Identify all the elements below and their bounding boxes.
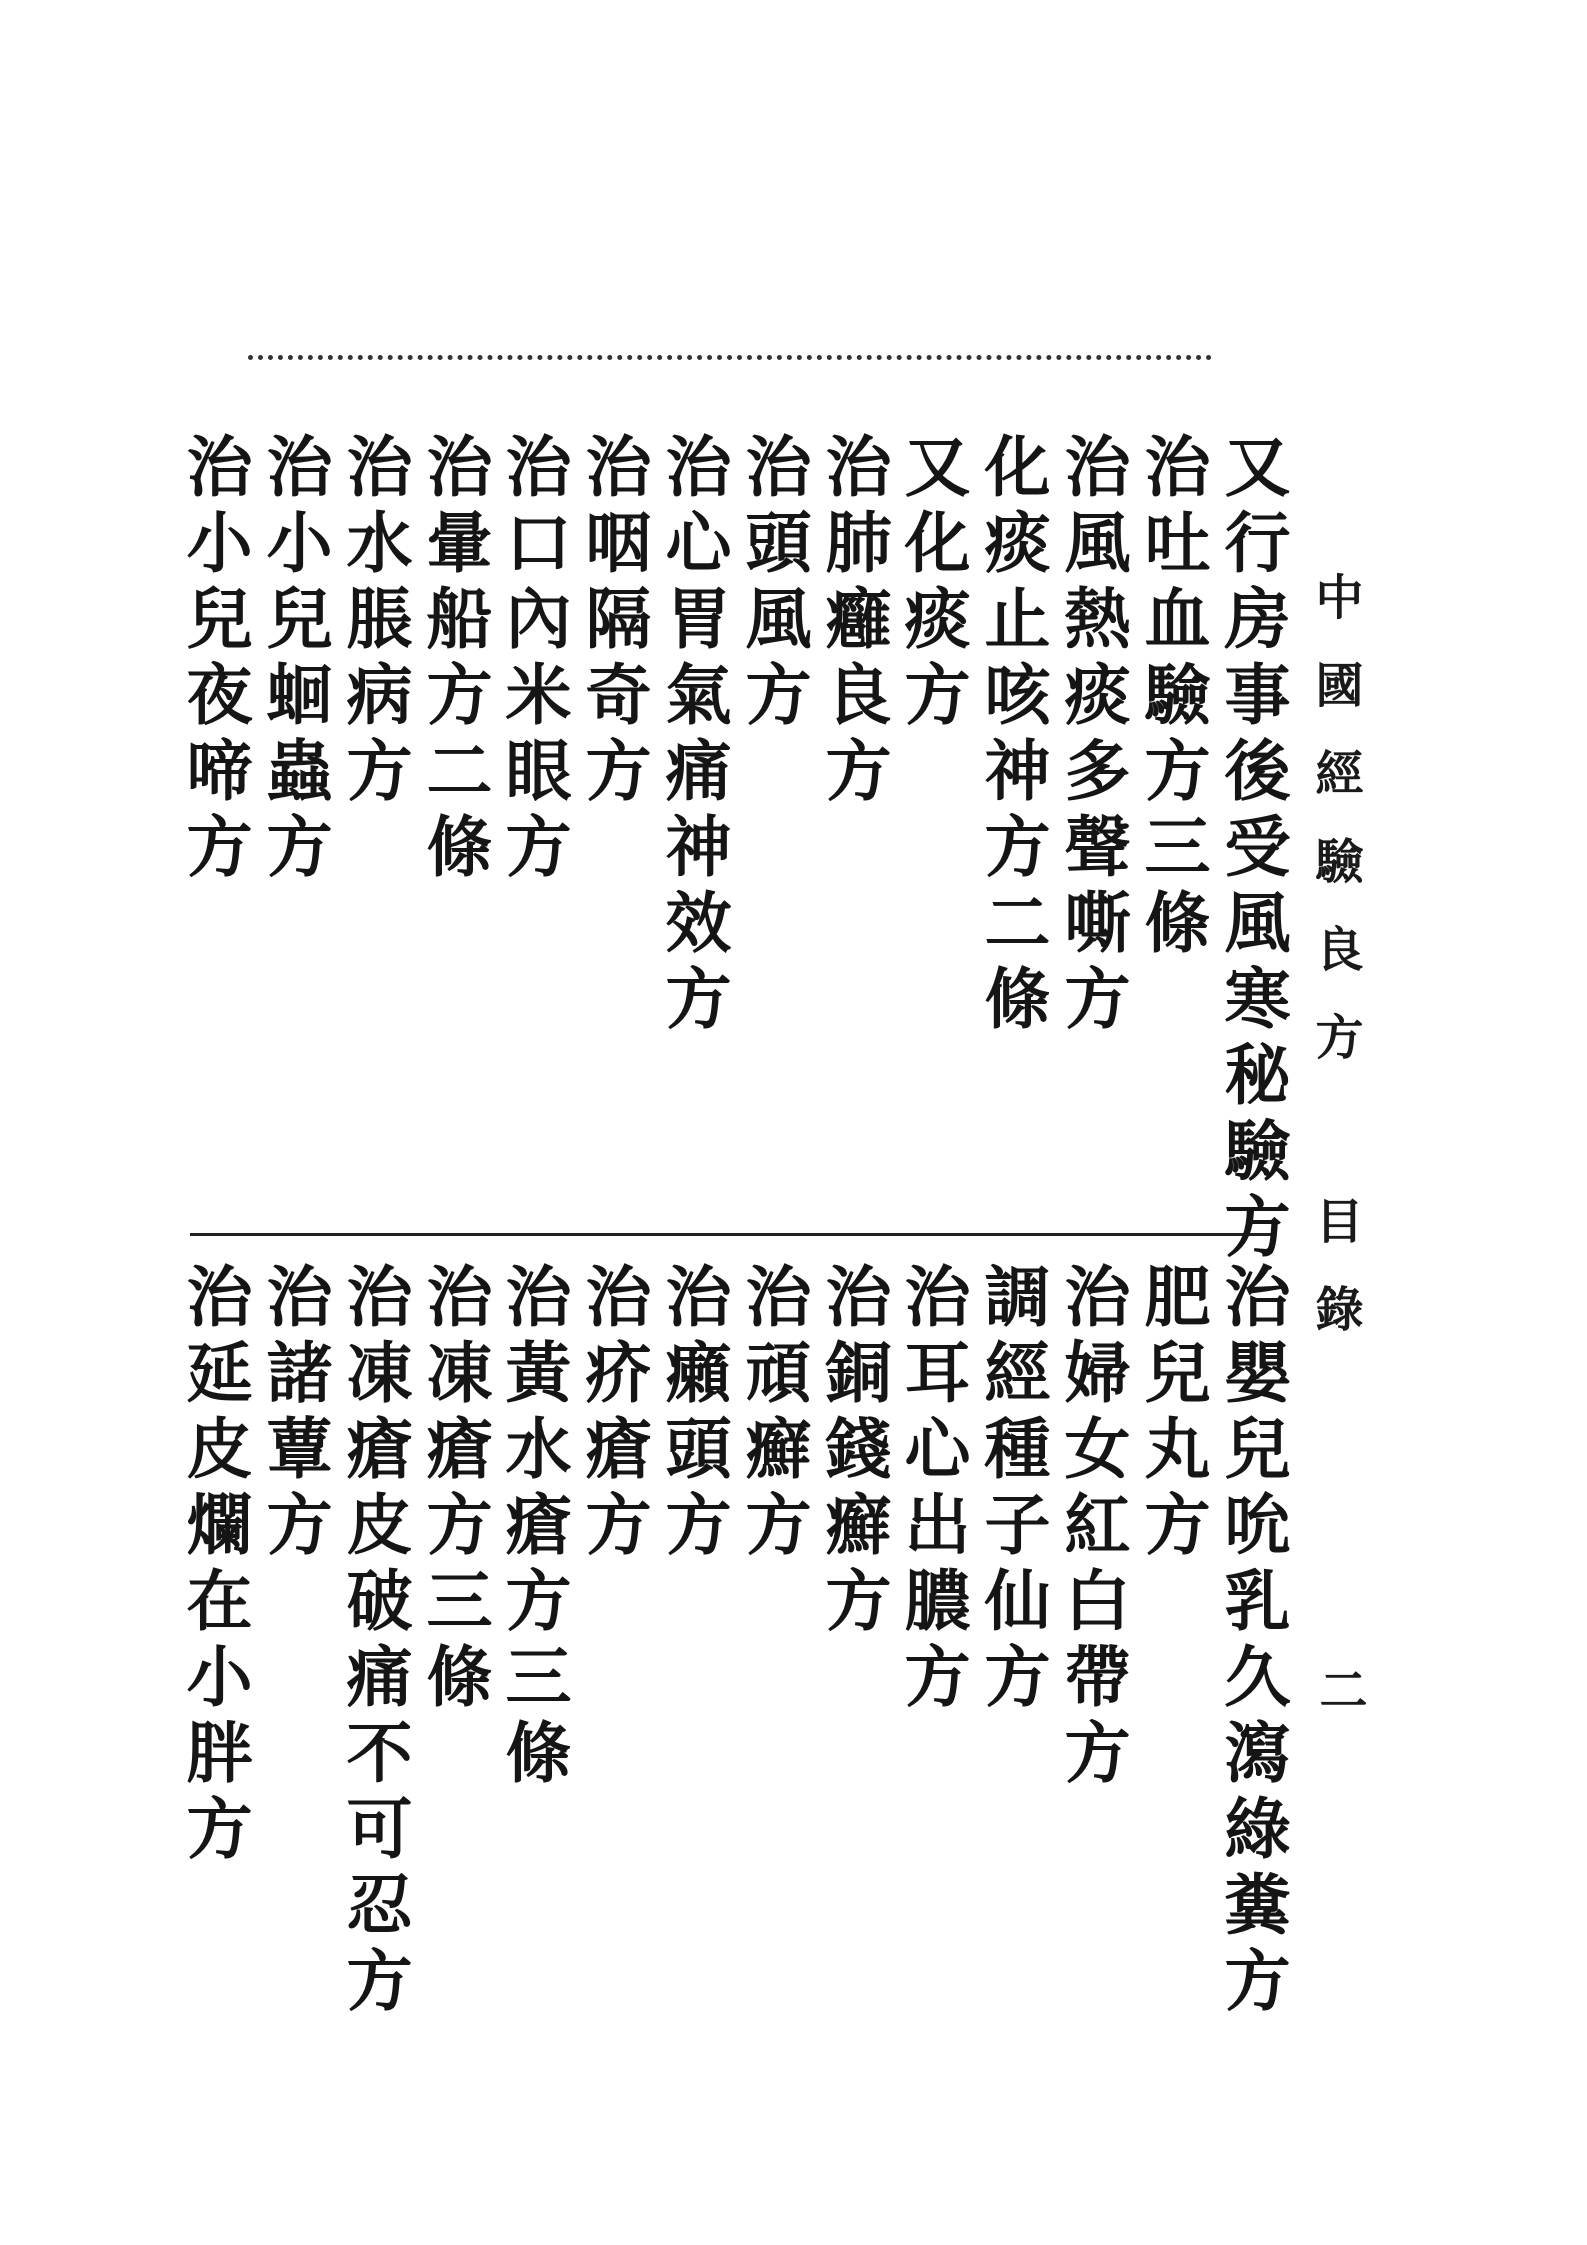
upper-entry-8: 治心胃氣痛神效方 — [654, 432, 732, 1040]
upper-entry-14: 治小兒夜啼方 — [175, 432, 253, 888]
lower-entry-12: 治凍瘡皮破痛不可忍方 — [335, 1262, 413, 2022]
lower-entry-8: 治癩頭方 — [654, 1262, 732, 1566]
lower-entry-1: 治嬰兒吮乳久瀉綠糞方 — [1213, 1262, 1291, 2022]
upper-entry-7: 治頭風方 — [734, 432, 812, 736]
lower-entry-9: 治疥瘡方 — [574, 1262, 652, 1566]
upper-entry-11: 治暈船方二條 — [415, 432, 493, 888]
upper-entry-5: 又化痰方 — [893, 432, 971, 736]
upper-entry-10: 治口內米眼方 — [494, 432, 572, 888]
upper-entry-3: 治風熱痰多聲嘶方 — [1053, 432, 1131, 1040]
lower-entry-5: 治耳心出膿方 — [893, 1262, 971, 1718]
lower-entry-13: 治諸蕈方 — [255, 1262, 333, 1566]
lower-entry-11: 治凍瘡方三條 — [415, 1262, 493, 1718]
upper-entry-1: 又行房事後受風寒秘驗方 — [1213, 432, 1291, 1268]
lower-entry-3: 治婦女紅白帶方 — [1053, 1262, 1131, 1794]
upper-entry-2: 治吐血驗方三條 — [1133, 432, 1211, 964]
upper-entry-6: 治肺癰良方 — [814, 432, 892, 812]
top-dotted-rule — [248, 355, 1212, 360]
lower-entry-4: 調經種子仙方 — [973, 1262, 1051, 1718]
section-divider-rule — [190, 1233, 1276, 1236]
page-number: 二 — [1311, 1665, 1367, 1713]
lower-entry-2: 肥兒丸方 — [1133, 1262, 1211, 1566]
upper-entry-13: 治小兒蛔蟲方 — [255, 432, 333, 888]
lower-entry-14: 治延皮爛在小胖方 — [175, 1262, 253, 1870]
upper-entry-4: 化痰止咳神方二條 — [973, 432, 1051, 1040]
running-head-title: 中國經驗良方 目錄 — [1307, 572, 1363, 1372]
lower-entry-6: 治銅錢癬方 — [814, 1262, 892, 1642]
upper-entry-12: 治水脹病方 — [335, 432, 413, 812]
lower-entry-7: 治頑癬方 — [734, 1262, 812, 1566]
lower-entry-10: 治黃水瘡方三條 — [494, 1262, 572, 1794]
upper-entry-9: 治咽隔奇方 — [574, 432, 652, 812]
